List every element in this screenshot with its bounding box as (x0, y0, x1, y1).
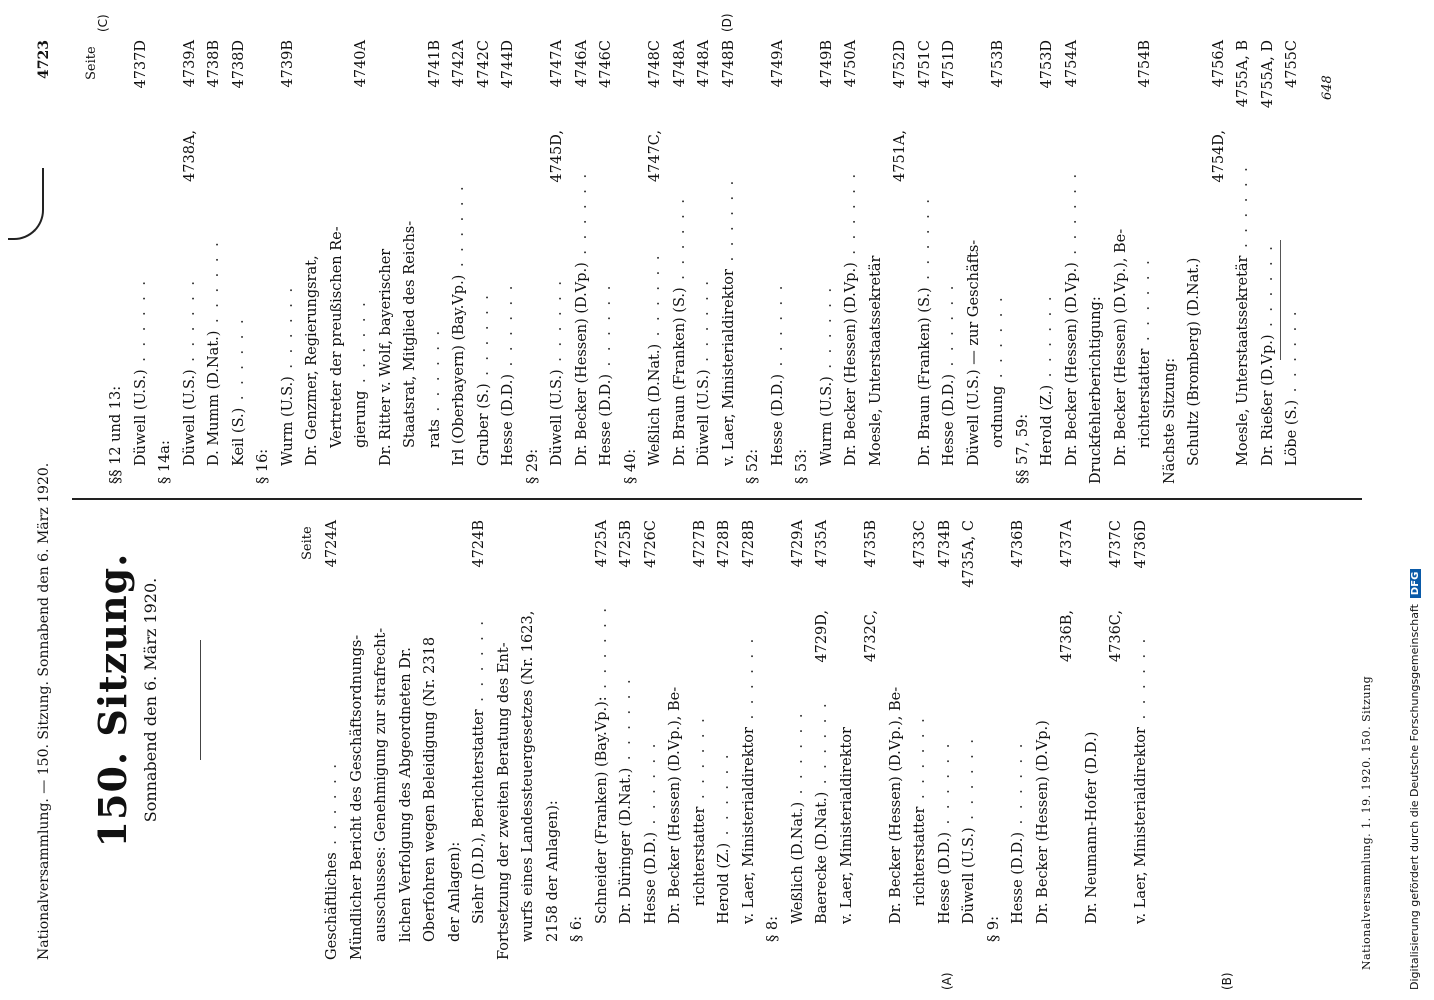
entry-label: Oberfohren wegen Beleidigung (Nr. 2318 (422, 636, 438, 942)
leader-dots: . . . . . . (671, 196, 688, 288)
entry-label: Dr. Becker (Hessen) (D.Vp.), Be- (1112, 228, 1129, 466)
index-entry (982, 520, 1007, 960)
leader-dots: . . . . . . (573, 170, 590, 263)
leader-dots: . . . . . . (426, 327, 443, 420)
entry-label: Weßlich (D.Nat.) (789, 801, 806, 924)
side-note (1408, 569, 1421, 990)
entry-page-ref: 4733C (912, 520, 928, 568)
entry-page-ref: 4748A (696, 40, 712, 88)
entry-label: Baerecke (D.Nat.) (814, 791, 830, 924)
index-entry (276, 40, 301, 484)
entry-label: Moesle, Unterstaatssekretär (1235, 255, 1251, 466)
index-entry (986, 40, 1011, 484)
entry-label: Dr. Braun (Franken) (S.) (671, 287, 688, 466)
leader-dots: . . . . . . (740, 635, 757, 728)
entry-label: Fortsetzung der zweiten Beratung des Ent- (495, 642, 512, 960)
index-entry (129, 40, 154, 484)
entry-label: Hesse (D.D.) (1010, 831, 1026, 924)
entry-label: v. Laer, Ministerialdirektor (720, 269, 737, 466)
entry-page-ref: 4749A (769, 40, 786, 88)
margin-letter-d: (D) (720, 13, 734, 32)
entry-page-ref-first: 4736C, (1108, 610, 1124, 663)
entry-label: Wurm (U.S.) (818, 376, 835, 466)
entry-page-ref: 4739B (279, 40, 296, 88)
leader-dots: . . . . . . (789, 710, 806, 802)
entry-label: Herold (Z.) (1039, 384, 1055, 466)
index-entry (859, 520, 884, 960)
index-entry (1133, 40, 1158, 484)
entry-page-ref: 4744D (500, 40, 516, 89)
entry-label: v. Laer, Ministerialdirektor (1132, 727, 1149, 924)
index-entry (937, 40, 962, 484)
handwritten-number: 648 (1320, 75, 1335, 100)
index-entry (712, 520, 737, 960)
entry-page-ref-first: 4751A, (892, 130, 908, 182)
index-entry (374, 40, 399, 484)
entry-page-ref: 4755C (1284, 40, 1300, 88)
leader-dots: . . . . . . (961, 736, 977, 828)
index-entry (888, 40, 913, 484)
index-entry (619, 40, 644, 484)
index-entry (394, 520, 419, 960)
index-entry (325, 40, 350, 484)
index-entry (815, 40, 840, 484)
entry-page-ref: 4756A (1210, 40, 1227, 88)
entry-page-ref: 4738B (206, 40, 222, 88)
entry-page-ref: 4753B (990, 40, 1006, 88)
index-entry (864, 40, 889, 484)
entry-page-ref: 4751D (941, 40, 957, 89)
index-entry (472, 40, 497, 484)
leader-dots: . . . . . . (647, 252, 663, 344)
margin-letter-c: (C) (96, 14, 110, 32)
entry-page-ref-first: 4729D, (814, 610, 830, 663)
index-entry (1084, 40, 1109, 484)
entry-page-ref: 4755A, B (1235, 40, 1251, 108)
leader-dots: . . . . . . (814, 700, 830, 792)
index-entry (1035, 40, 1060, 484)
entry-label: Gruber (S.) (475, 383, 492, 466)
index-entry (1207, 40, 1232, 484)
index-entry (835, 520, 860, 960)
entry-label: Hesse (D.D.) (936, 831, 953, 924)
entry-page-ref: 4736D (1132, 520, 1149, 569)
leader-dots: . . . . . . (1235, 164, 1251, 256)
leader-dots: . . . . . . (475, 292, 492, 384)
entry-page-ref-first: 4738A, (181, 130, 198, 182)
index-entry (516, 520, 541, 960)
entry-label: Schultz (Bromberg) (D.Nat.) (1186, 257, 1202, 466)
entry-label: richterstatter (912, 806, 928, 906)
index-entry (643, 40, 668, 484)
leader-dots: . . . . . . (716, 751, 732, 843)
entry-label: Hesse (D.D.) (642, 831, 659, 924)
entry-page-ref: 4746C (598, 40, 614, 88)
entry-page-ref: 4725A (593, 520, 610, 568)
leader-dots: . . . . . . (696, 278, 712, 370)
entry-label: Geschäftliches (324, 852, 340, 960)
index-entry (786, 520, 811, 960)
dfg-badge: DFG (1410, 569, 1421, 598)
index-entry (1055, 520, 1080, 960)
session-title-block (90, 520, 201, 880)
index-entry (541, 520, 566, 960)
entry-label: Nächste Sitzung: (1161, 357, 1178, 484)
entry-label: Dr. Düringer (D.Nat.) (618, 767, 634, 924)
entry-label: Schneider (Franken) (Bay.Vp.): (593, 696, 610, 924)
index-entry (178, 40, 203, 484)
leader-dots: . . . . . . (132, 278, 149, 370)
index-entry (766, 40, 791, 484)
index-entry (1109, 40, 1134, 484)
index-entry (810, 520, 835, 960)
entry-label: Irl (Oberbayern) (Bay.Vp.) (451, 274, 467, 466)
index-entry (492, 520, 517, 960)
leader-dots: . . . . . . (279, 284, 296, 377)
leader-dots: . . . . . . (720, 177, 737, 270)
entry-label: Hesse (D.D.) (598, 373, 614, 466)
index-entry (1280, 40, 1305, 484)
entry-page-ref: 4750A (843, 40, 859, 88)
entry-label: § 40: (622, 448, 639, 484)
entry-label: Wurm (U.S.) (279, 376, 296, 466)
leader-dots: . . . . . . (843, 170, 859, 263)
entry-page-ref: 4742C (475, 40, 492, 88)
index-entry (1256, 40, 1281, 484)
right-seite-label: Seite (84, 46, 99, 80)
index-entry (153, 40, 178, 484)
index-entry (1231, 40, 1256, 484)
index-entry (1060, 40, 1085, 484)
entry-page-ref-first: 4754D, (1210, 130, 1227, 183)
index-entry (717, 40, 742, 484)
leader-dots: . . . . . . (549, 278, 565, 370)
index-entry (300, 40, 325, 484)
index-entry (790, 40, 815, 484)
entry-label: Vertreter der preußischen Re- (328, 226, 345, 448)
index-entry (320, 520, 345, 960)
leader-dots: . . . . . . (1284, 308, 1300, 400)
entry-label: wurfs eines Landessteuergesetzes (Nr. 1623, (520, 610, 536, 942)
index-entry (202, 40, 227, 484)
entry-label: D. Mumm (D.Nat.) (206, 330, 222, 466)
index-entry (570, 40, 595, 484)
entry-label: Staatsrat, Mitglied des Reichs- (402, 220, 418, 448)
entry-label: § 29: (524, 448, 541, 484)
entry-label: Hesse (D.D.) (500, 373, 516, 466)
index-entry (1158, 40, 1183, 484)
entry-page-ref: 4751C (916, 40, 933, 88)
entry-label: rats (426, 419, 443, 448)
handwritten-rule (1280, 240, 1281, 360)
entry-page-ref: 4737A (1059, 520, 1075, 568)
entry-label: Düwell (U.S.) (132, 369, 149, 466)
index-entry (1080, 520, 1105, 960)
entry-page-ref: 4737D (132, 40, 149, 89)
entry-label: Dr. Becker (Hessen) (D.Vp.) (573, 262, 590, 466)
index-entry (496, 40, 521, 484)
entry-label: v. Laer, Ministerialdirektor (838, 727, 855, 924)
entry-page-ref: 4755A, D (1259, 40, 1276, 109)
entry-label: Druckfehlerberichtigung: (1088, 296, 1104, 484)
margin-letter-a: (A) (940, 972, 954, 990)
index-entry (913, 40, 938, 484)
session-date: Sonnabend den 6. März 1920. (141, 577, 160, 823)
leader-dots: . . . . . . (941, 282, 957, 374)
index-entry (545, 40, 570, 484)
column-divider (72, 498, 1362, 500)
session-title: 150. Sitzung. (90, 552, 135, 848)
entry-label: §§ 57, 59: (1014, 413, 1031, 484)
index-entry (423, 40, 448, 484)
entry-page-ref: 4748C (647, 40, 663, 88)
entry-label: richterstatter (691, 806, 708, 906)
entry-label: 2158 der Anlagen): (544, 800, 561, 942)
header-page-number: 4723 (36, 40, 52, 79)
entry-label: Dr. Neumann-Hofer (D.D.) (1083, 731, 1100, 924)
entry-page-ref: 4741B (426, 40, 443, 88)
index-entry (957, 520, 982, 960)
entry-label: § 14a: (157, 440, 173, 484)
index-entry (1104, 520, 1129, 960)
index-entry (663, 520, 688, 960)
entry-label: gierung (353, 390, 369, 448)
leader-dots: . . . . . . (500, 282, 516, 374)
leader-dots: . . . . . . (691, 715, 708, 807)
entry-label: § 16: (255, 448, 271, 484)
entry-label: Keil (S.) (230, 407, 247, 466)
index-entry (639, 520, 664, 960)
index-entry (398, 40, 423, 484)
entry-label: § 6: (569, 916, 585, 942)
entry-label: Dr. Becker (Hessen) (D.Vp.), Be- (667, 686, 683, 924)
entry-page-ref-first: 4732C, (863, 610, 879, 663)
entry-label: Dr. Ritter v. Wolf, bayerischer (377, 248, 394, 466)
entry-page-ref: 4742A (451, 40, 467, 88)
entry-page-ref: 4737C (1108, 520, 1124, 568)
index-entry (737, 520, 762, 960)
entry-page-ref: 4747A (549, 40, 565, 88)
index-entry (521, 40, 546, 484)
index-entry (104, 40, 129, 484)
entry-page-ref: 4739A (181, 40, 198, 88)
leader-dots: . . . . . . (618, 676, 634, 768)
entry-label: Dr. Becker (Hessen) (D.Vp.), Be- (887, 686, 904, 924)
leader-dots: . . . . . . (1010, 740, 1026, 832)
title-rule (200, 640, 201, 760)
leader-dots: . . . . . . (206, 239, 222, 331)
right-index-column (104, 40, 1305, 484)
index-entry (1011, 40, 1036, 484)
entry-page-ref: 4735A (814, 520, 830, 568)
leader-dots: . . . . . . (324, 761, 340, 853)
entry-page-ref-first: 4736B, (1059, 610, 1075, 663)
running-header (36, 40, 64, 960)
margin-letter-b: (B) (1220, 972, 1234, 990)
entry-page-ref: 4754B (1137, 40, 1153, 88)
entry-label: § 9: (985, 916, 1002, 942)
entry-page-ref: 4735A, C (961, 520, 977, 588)
entry-label: Dr. Becker (Hessen) (D.Vp.) (1063, 262, 1080, 466)
left-seite-label: Seite (300, 526, 315, 560)
index-entry (345, 520, 370, 960)
entry-page-ref: 4725B (618, 520, 634, 568)
index-entry (761, 520, 786, 960)
index-entry (741, 40, 766, 484)
entry-label: Weßlich (D.Nat.) (647, 343, 663, 466)
leader-dots: . . . . . . (769, 282, 786, 374)
entry-page-ref: 4734B (936, 520, 953, 568)
index-entry (594, 40, 619, 484)
index-entry (884, 520, 909, 960)
entry-page-ref: 4729A (789, 520, 806, 568)
index-entry (1129, 520, 1154, 960)
leader-dots: . . . . . . (230, 316, 247, 408)
index-entry (692, 40, 717, 484)
entry-label: §§ 12 und 13: (108, 385, 124, 484)
index-entry (418, 520, 443, 960)
side-note-text: Digitalisierung gefördert durch die Deutsche Forschungsgemeinschaft (1408, 604, 1421, 990)
leader-dots: . . . . . . (912, 715, 928, 807)
index-entry (447, 40, 472, 484)
entry-label: Mündlicher Bericht des Geschäftsordnungs- (348, 634, 365, 960)
entry-page-ref: 4724B (471, 520, 487, 568)
entry-label: § 53: (794, 448, 810, 484)
entry-page-ref: 4728B (716, 520, 732, 568)
leader-dots: . . . . . . (353, 299, 369, 391)
index-entry (839, 40, 864, 484)
entry-label: Düwell (U.S.) (181, 369, 198, 466)
entry-page-ref: 4736B (1010, 520, 1026, 568)
leader-dots: . . . . . . (818, 284, 835, 377)
header-title: Nationalversammlung. — 150. Sitzung. Sonnabend den 6. März 1920. (36, 462, 52, 960)
entry-page-ref: 4748A (671, 40, 688, 88)
leader-dots: . . . . . . (181, 278, 198, 370)
entry-page-ref: 4748B (720, 40, 737, 88)
leader-dots: . . . . . . (1137, 257, 1153, 349)
index-entry (251, 40, 276, 484)
entry-label: Dr. Rießer (D.Vp.) (1259, 334, 1276, 466)
index-entry (443, 520, 468, 960)
entry-label: ausschusses: Genehmigung zur strafrecht- (373, 627, 389, 942)
entry-label: Düwell (U.S.) (549, 369, 565, 466)
entry-label: Dr. Braun (Franken) (S.) (916, 287, 933, 466)
leader-dots: . . . . . . (1063, 170, 1080, 263)
entry-label: lichen Verfolgung des Abgeordneten Dr. (397, 647, 414, 942)
entry-label: Hesse (D.D.) (769, 373, 786, 466)
index-entry (590, 520, 615, 960)
entry-page-ref: 4752D (892, 40, 908, 89)
index-entry (227, 40, 252, 484)
entry-label: der Anlagen): (446, 841, 463, 942)
leader-dots: . . . . . . (451, 183, 467, 275)
index-entry (962, 40, 987, 484)
entry-label: ordnung (990, 385, 1006, 448)
page-footer: Nationalversammlung. 1. 19. 1920. 150. Sitzung (1360, 675, 1373, 970)
side-margin (1402, 0, 1434, 1000)
leader-dots: . . . . . . (1259, 243, 1276, 335)
entry-label: § 52: (745, 448, 761, 484)
entry-page-ref: 4753D (1039, 40, 1055, 89)
entry-label: Dr. Becker (Hessen) (D.Vp.) (1034, 720, 1051, 924)
entry-page-ref-first: 4745D, (549, 130, 565, 183)
entry-label: Dr. Genzmer, Regierungsrat, (304, 255, 320, 466)
entry-label: Düwell (U.S.) (961, 827, 977, 924)
entry-label: v. Laer, Ministerialdirektor (740, 727, 757, 924)
leader-dots: . . . . . . (471, 618, 487, 710)
index-entry (688, 520, 713, 960)
leader-dots: . . . . . . (916, 196, 933, 288)
index-entry (565, 520, 590, 960)
index-entry (1031, 520, 1056, 960)
index-entry (1006, 520, 1031, 960)
entry-page-ref: 4754A (1063, 40, 1080, 88)
entry-page-ref: 4749B (818, 40, 835, 88)
entry-label: Hesse (D.D.) (941, 373, 957, 466)
entry-page-ref: 4724A (324, 520, 340, 568)
entry-page-ref: 4735B (863, 520, 879, 568)
entry-label: § 8: (765, 916, 781, 942)
entry-label: Düwell (U.S.) — zur Geschäfts- (965, 239, 982, 466)
entry-page-ref: 4728B (740, 520, 757, 568)
leader-dots: . . . . . . (593, 604, 610, 697)
left-index-column (320, 520, 1153, 960)
entry-label: Moesle, Unterstaatssekretär (867, 255, 884, 466)
index-entry (467, 520, 492, 960)
entry-label: Herold (Z.) (716, 842, 732, 924)
leader-dots: . . . . . . (1132, 635, 1149, 728)
entry-label: Düwell (U.S.) (696, 369, 712, 466)
leader-dots: . . . . . . (1039, 293, 1055, 385)
index-entry (614, 520, 639, 960)
entry-page-ref: 4740A (353, 40, 369, 88)
entry-label: Dr. Becker (Hessen) (D.Vp.) (843, 262, 859, 466)
entry-label: Siehr (D.D.), Berichterstatter (471, 709, 487, 924)
index-entry (1182, 40, 1207, 484)
entry-page-ref-first: 4747C, (647, 130, 663, 183)
entry-page-ref: 4727B (691, 520, 708, 568)
index-entry (908, 520, 933, 960)
index-entry (369, 520, 394, 960)
entry-label: Löbe (S.) (1284, 399, 1300, 466)
entry-page-ref: 4746A (573, 40, 590, 88)
index-entry (933, 520, 958, 960)
leader-dots: . . . . . . (598, 282, 614, 374)
entry-label: richterstatter (1137, 348, 1153, 448)
entry-page-ref: 4738D (230, 40, 247, 89)
leader-dots: . . . . . . (642, 740, 659, 832)
leader-dots: . . . . . . (990, 294, 1006, 386)
entry-page-ref: 4726C (642, 520, 659, 568)
index-entry (668, 40, 693, 484)
index-entry (349, 40, 374, 484)
leader-dots: . . . . . . (936, 740, 953, 832)
